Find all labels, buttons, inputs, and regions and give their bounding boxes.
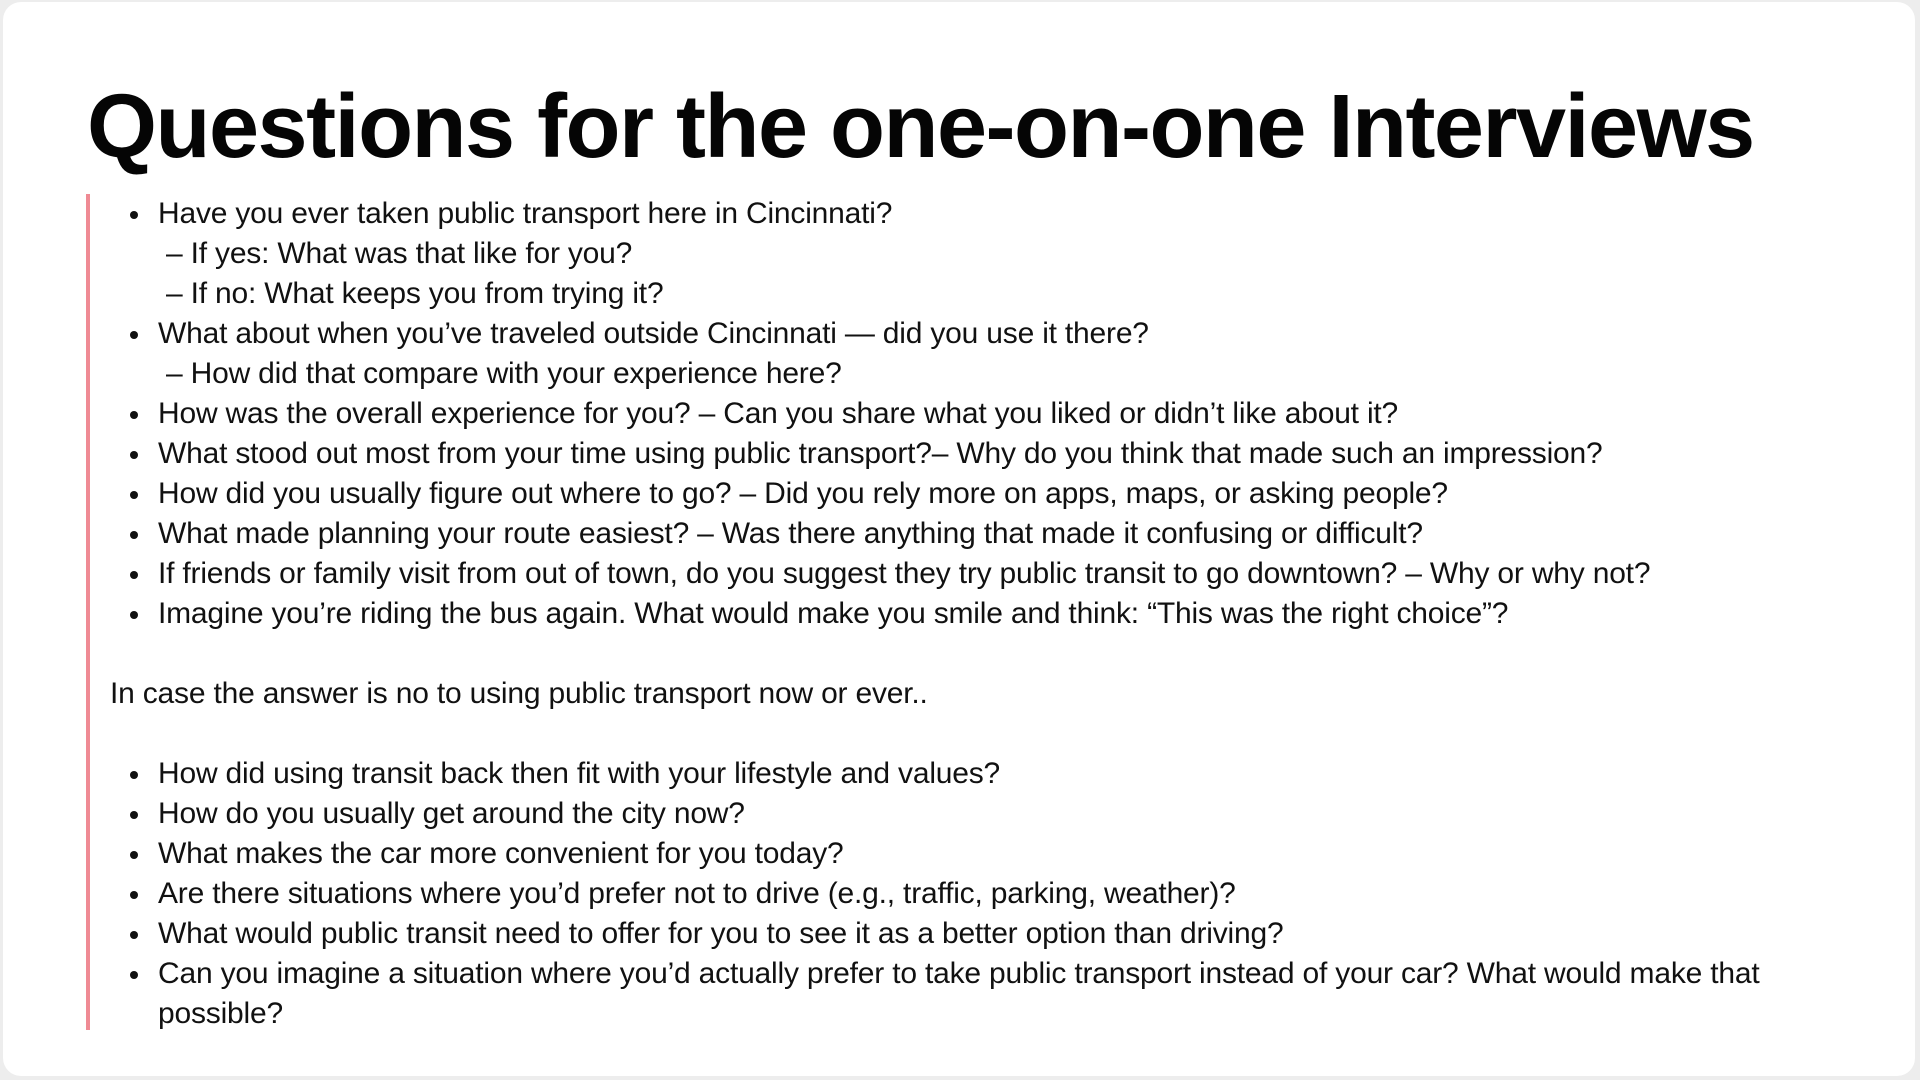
- question-list-secondary: [110, 754, 1856, 1034]
- slide: [3, 2, 1915, 1076]
- question-text: If friends or family visit from out of town, do you suggest they try public transit to go downtown? – Why or why not?: [158, 557, 1651, 590]
- question-text: How was the overall experience for you? – Can you share what you liked or didn’t like about it?: [158, 397, 1399, 430]
- question-item: [110, 194, 1856, 314]
- question-text: What made planning your route easiest? – Was there anything that made it confusing or difficult?: [158, 517, 1423, 550]
- question-item: [110, 514, 1856, 554]
- slide-title: Questions for the one-on-one Interviews: [87, 77, 1754, 177]
- question-item: [110, 554, 1856, 594]
- question-item: [110, 594, 1856, 634]
- question-list-primary: [110, 194, 1856, 634]
- section-note: In case the answer is no to using public transport now or ever..: [110, 677, 928, 710]
- question-text: How did you usually figure out where to go? – Did you rely more on apps, maps, or asking people?: [158, 477, 1448, 510]
- question-text: Imagine you’re riding the bus again. What would make you smile and think: “This was the right choice”?: [158, 597, 1509, 630]
- slide-body: [86, 194, 1856, 1030]
- question-item: [110, 434, 1856, 474]
- question-item: How did using transit back then fit with your lifestyle and values?: [110, 754, 1856, 794]
- question-text: What about when you’ve traveled outside Cincinnati — did you use it there?: [158, 317, 1149, 350]
- follow-up-text: – If no: What keeps you from trying it?: [166, 277, 664, 310]
- question-item: Can you imagine a situation where you’d actually prefer to take public transport instead of your car? What would make that possible?: [110, 954, 1856, 1034]
- question-item: [110, 394, 1856, 434]
- question-item: How do you usually get around the city now?: [110, 794, 1856, 834]
- follow-up-text: – If yes: What was that like for you?: [166, 237, 633, 270]
- question-item: What makes the car more convenient for you today?: [110, 834, 1856, 874]
- question-item: Are there situations where you’d prefer not to drive (e.g., traffic, parking, weather)?: [110, 874, 1856, 914]
- question-item: [110, 474, 1856, 514]
- follow-up-text: – How did that compare with your experience here?: [166, 357, 842, 390]
- question-item: [110, 314, 1856, 394]
- question-text: What stood out most from your time using public transport?– Why do you think that made such an impression?: [158, 437, 1603, 470]
- question-text: Have you ever taken public transport here in Cincinnati?: [158, 197, 893, 230]
- question-item: What would public transit need to offer for you to see it as a better option than driving?: [110, 914, 1856, 954]
